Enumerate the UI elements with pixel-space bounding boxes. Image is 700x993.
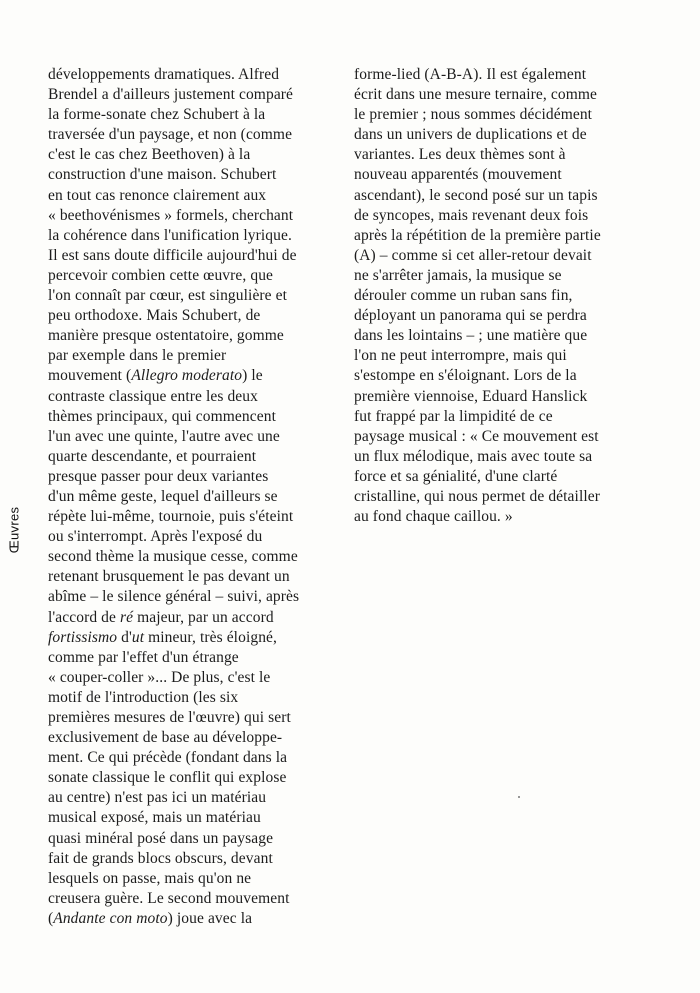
text-line: Il est sans doute difficile aujourd'hui de xyxy=(48,246,297,264)
text-line: thèmes principaux, qui commencent xyxy=(48,407,276,425)
text-line: nouveau apparentés (mouvement xyxy=(354,166,562,184)
text-line: force et sa génialité, d'une clarté xyxy=(354,467,558,485)
text-line: lesquels on passe, mais qu'on ne xyxy=(48,869,252,887)
text-line: s'estompe en s'éloignant. Lors de la xyxy=(354,367,577,385)
text-line: cristalline, qui nous permet de détailler xyxy=(354,487,600,505)
text-line: en tout cas renonce clairement aux xyxy=(48,186,267,204)
text-line: ou s'interrompt. Après l'exposé du xyxy=(48,528,263,546)
italic-term: ré xyxy=(119,608,134,626)
text-line: le premier ; nous sommes décidément xyxy=(354,106,593,124)
text-line: premières mesures de l'œuvre) qui sert xyxy=(48,709,291,726)
text-line: peu orthodoxe. Mais Schubert, de xyxy=(48,307,261,325)
text-line: d'un même geste, lequel d'ailleurs se xyxy=(48,487,278,505)
text-line: développements dramatiques. Alfred xyxy=(48,66,280,83)
italic-term: ut xyxy=(131,628,145,646)
text-line: sonate classique le conflit qui explose xyxy=(48,769,287,787)
text-line: « beethovénismes » formels, cherchant xyxy=(48,206,294,224)
text-line: « couper-coller »... De plus, c'est le xyxy=(48,668,271,686)
text-line: dans les lointains – ; une matière que xyxy=(354,327,588,345)
text-line: second thème la musique cesse, comme xyxy=(48,548,298,566)
text-line: c'est le cas chez Beethoven) à la xyxy=(48,146,251,164)
text-line: après la répétition de la première partie xyxy=(354,226,601,244)
text-line: déployant un panorama qui se perdra xyxy=(354,307,587,325)
text-segment: ) joue avec la xyxy=(167,909,253,927)
text-line: l'un avec une quinte, l'autre avec une xyxy=(48,427,280,445)
text-line: par exemple dans le premier xyxy=(48,347,227,365)
text-line: un flux mélodique, mais avec toute sa xyxy=(354,447,593,465)
text-line: percevoir combien cette œuvre, que xyxy=(48,266,274,284)
text-line xyxy=(48,909,348,929)
text-line: contraste classique entre les deux xyxy=(48,387,258,405)
print-speck xyxy=(518,796,520,798)
italic-term: Andante con moto xyxy=(53,909,168,927)
text-line: variantes. Les deux thèmes sont à xyxy=(354,146,566,164)
text-line xyxy=(48,366,348,386)
text-line: presque passer pour deux variantes xyxy=(48,467,269,485)
text-line: ascendant), le second posé sur un tapis xyxy=(354,186,598,204)
text-line: l'on connaît par cœur, est singulière et xyxy=(48,287,288,305)
text-line: de syncopes, mais revenant deux fois xyxy=(354,206,589,224)
text-line: au fond chaque caillou. » xyxy=(354,508,513,526)
text-segment: ( xyxy=(48,909,54,927)
text-line: manière presque ostentatoire, gomme xyxy=(48,327,284,345)
text-line: écrit dans une mesure ternaire, comme xyxy=(354,86,597,104)
text-line: la cohérence dans l'unification lyrique. xyxy=(48,226,292,244)
text-line: construction d'une maison. Schubert xyxy=(48,166,277,184)
text-line: abîme – le silence général – suivi, après xyxy=(48,588,300,606)
text-line: au centre) n'est pas ici un matériau xyxy=(48,789,267,807)
text-line: fut frappé par la limpidité de ce xyxy=(354,407,553,425)
text-line: retenant brusquement le pas devant un xyxy=(48,568,290,586)
text-line: dérouler comme un ruban sans fin, xyxy=(354,287,573,305)
text-segment: mouvement ( xyxy=(48,367,132,385)
italic-term: Allegro moderato xyxy=(131,367,243,385)
text-line: (A) – comme si cet aller-retour devait xyxy=(354,246,592,264)
section-side-label xyxy=(4,500,24,560)
text-line: exclusivement de base au développe- xyxy=(48,729,283,747)
section-side-label-text: Œuvres xyxy=(6,506,22,554)
text-line: ne s'arrêter jamais, la musique se xyxy=(354,266,562,284)
text-segment: ) le xyxy=(242,367,263,385)
text-line: musical exposé, mais un matériau xyxy=(48,809,261,827)
text-line: paysage musical : « Ce mouvement est xyxy=(354,427,599,445)
text-segment: l'accord de xyxy=(48,608,120,626)
text-line: Brendel a d'ailleurs justement comparé xyxy=(48,86,294,104)
text-line: la forme-sonate chez Schubert à la xyxy=(48,106,266,124)
text-line: fait de grands blocs obscurs, devant xyxy=(48,849,273,867)
text-line xyxy=(48,608,348,628)
text-segment: d' xyxy=(117,628,132,646)
left-text-column xyxy=(48,65,348,929)
text-line: ment. Ce qui précède (fondant dans la xyxy=(48,749,288,767)
italic-term: fortissismo xyxy=(48,628,118,646)
right-text-column xyxy=(354,65,654,527)
text-line xyxy=(48,628,348,648)
text-line: dans un univers de duplications et de xyxy=(354,126,587,144)
text-line: comme par l'effet d'un étrange xyxy=(48,648,239,666)
text-line: quarte descendante, et pourraient xyxy=(48,447,257,465)
text-line: traversée d'un paysage, et non (comme xyxy=(48,126,293,144)
text-line: répète lui-même, tournoie, puis s'éteint xyxy=(48,508,294,526)
text-line: première viennoise, Eduard Hanslick xyxy=(354,387,588,405)
text-line: motif de l'introduction (les six xyxy=(48,688,239,706)
text-line: creusera guère. Le second mouvement xyxy=(48,889,290,907)
text-segment: majeur, par un accord xyxy=(133,608,274,626)
text-segment: mineur, très éloigné, xyxy=(144,628,278,646)
text-line: quasi minéral posé dans un paysage xyxy=(48,829,274,847)
text-line: l'on ne peut interrompre, mais qui xyxy=(354,347,567,365)
text-line: forme-lied (A-B-A). Il est également xyxy=(354,66,587,83)
